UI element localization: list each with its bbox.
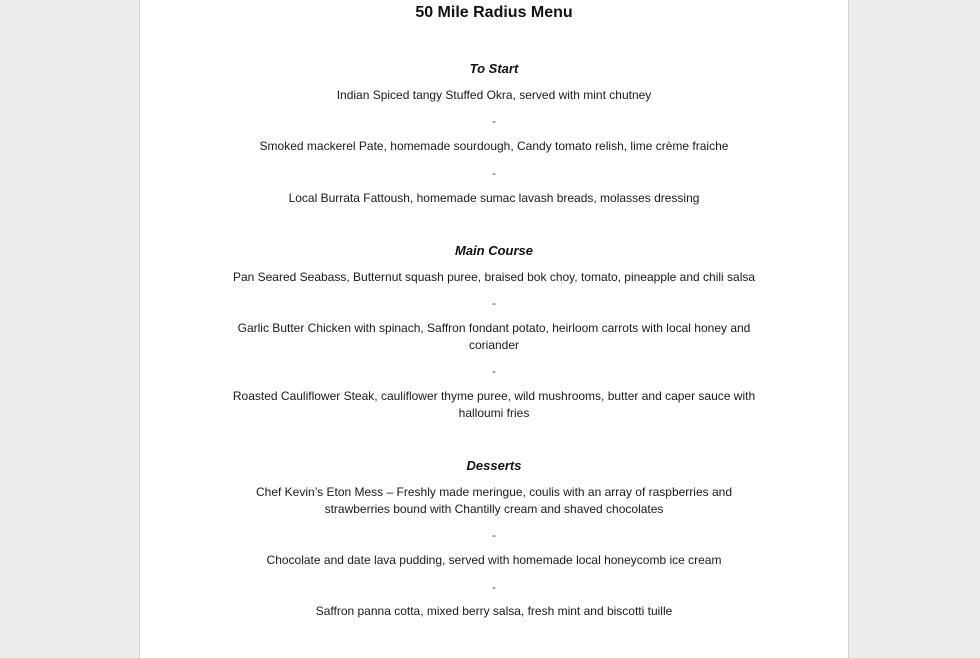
menu-item-starter-1: Indian Spiced tangy Stuffed Okra, served with mint chutney	[336, 88, 652, 102]
item-separator: -	[492, 528, 496, 542]
item-separator: -	[492, 364, 496, 378]
menu-item-main-2: Garlic Butter Chicken with spinach, Saffron fondant potato, heirloom carrots with local honey and coriander	[237, 321, 751, 352]
menu-item-dessert-2: Chocolate and date lava pudding, served with homemade local honeycomb ice cream	[266, 553, 722, 567]
menu-item-dessert-1: Chef Kevin’s Eton Mess – Freshly made meringue, coulis with an array of raspberries and strawberries bound with Chantilly cream and shaved chocolates	[256, 485, 732, 516]
item-separator: -	[492, 580, 496, 594]
menu-item-dessert-3: Saffron panna cotta, mixed berry salsa, fresh mint and biscotti tuille	[315, 604, 673, 618]
menu-item-main-1: Pan Seared Seabass, Butternut squash puree, braised bok choy, tomato, pineapple and chili salsa	[232, 270, 756, 284]
menu-item-starter-2: Smoked mackerel Pate, homemade sourdough, Candy tomato relish, lime crème fraiche	[259, 139, 729, 153]
item-separator: -	[492, 114, 496, 128]
section-heading-to-start: To Start	[469, 61, 519, 76]
section-heading-main-course: Main Course	[454, 243, 533, 258]
document-page	[139, 0, 849, 658]
section-heading-desserts: Desserts	[466, 458, 522, 473]
item-separator: -	[492, 166, 496, 180]
item-separator: -	[492, 296, 496, 310]
page-title: 50 Mile Radius Menu	[415, 4, 573, 21]
menu-item-starter-3: Local Burrata Fattoush, homemade sumac lavash breads, molasses dressing	[288, 191, 700, 205]
menu-item-main-3: Roasted Cauliflower Steak, cauliflower thyme puree, wild mushrooms, butter and caper sauce with halloumi fries	[232, 389, 756, 420]
